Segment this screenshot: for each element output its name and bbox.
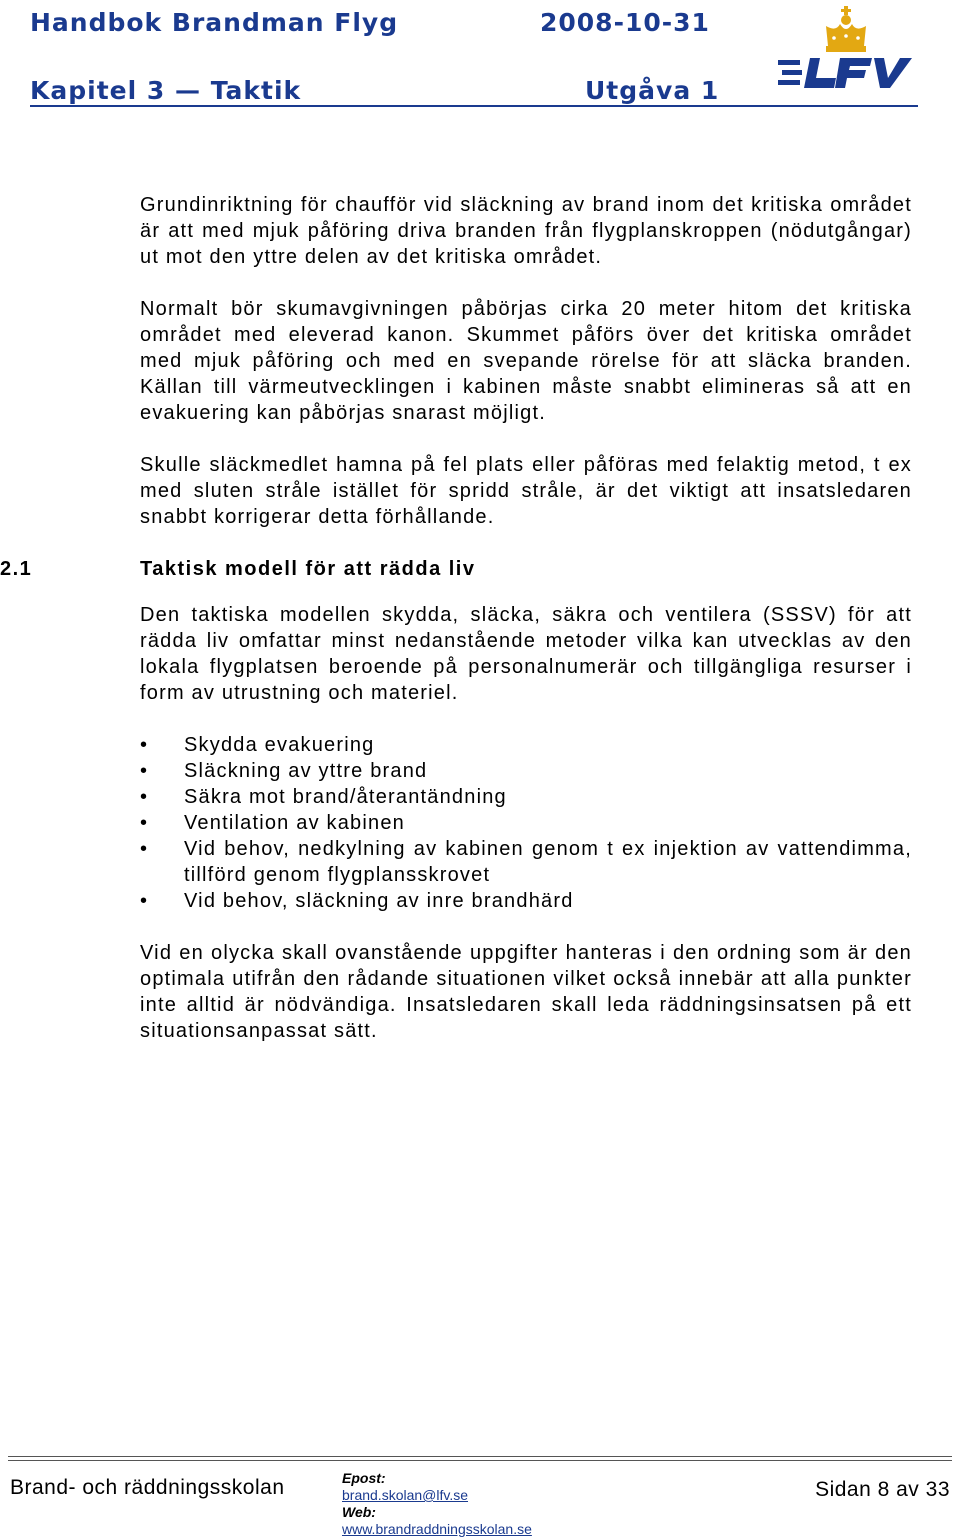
page-number: Sidan 8 av 33: [815, 1478, 950, 1501]
footer-contact: [342, 1470, 532, 1538]
section-intro: Den taktiska modellen skydda, släcka, säkra och ventilera (SSSV) för att rädda liv omfattar minst nedanstående metoder vilka kan utvecklas av den lokala flygplatsen beroende på personalnumerär och tillgängliga resurser i form av utrustning och materiel.: [140, 604, 912, 704]
list-item: • Ventilation av kabinen: [140, 812, 405, 834]
web-link[interactable]: www.brandraddningsskolan.se: [342, 1521, 532, 1537]
lfv-logo: [776, 4, 916, 100]
lfv-crown-logo-icon: [776, 4, 916, 100]
bullet-icon: •: [140, 760, 149, 782]
paragraph-intro-1: Grundinriktning för chaufför vid släckning av brand inom det kritiska området är att med mjuk påföring driva branden från flygplanskroppen (nödutgångar) ut mot den yttre delen av det kritiska området.: [140, 194, 912, 268]
web-label: Web:: [342, 1504, 376, 1520]
paragraph-intro-3: Skulle släckmedlet hamna på fel plats eller påföras med felaktig metod, t ex med sluten stråle istället för spridd stråle, är det viktigt att insatsledaren snabbt korrigerar detta förhållande.: [140, 454, 912, 528]
header-rule: [30, 105, 918, 107]
email-link[interactable]: brand.skolan@lfv.se: [342, 1487, 469, 1503]
bullet-icon: •: [140, 838, 149, 860]
bullet-icon: •: [140, 890, 149, 912]
list-item: • Vid behov, nedkylning av kabinen genom t ex injektion av vattendimma, tillförd genom flygplansskrovet: [140, 838, 912, 886]
bullet-icon: •: [140, 812, 149, 834]
list-item: • Vid behov, släckning av inre brandhärd: [140, 890, 574, 912]
footer-rule: [8, 1456, 952, 1461]
list-item: • Skydda evakuering: [140, 734, 375, 756]
section-body: [140, 602, 912, 1070]
list-item: • Släckning av yttre brand: [140, 760, 428, 782]
document-title: Handbok Brandman Flyg: [30, 8, 399, 37]
page-header: [30, 0, 920, 110]
section-heading: [0, 558, 475, 581]
footer-school-name: Brand- och räddningsskolan: [10, 1476, 285, 1499]
bullet-icon: •: [140, 786, 149, 808]
closing-paragraph: Vid en olycka skall ovanstående uppgifter hanteras i den ordning som är den optimala utifrån den rådande situationen vilket också innebär att alla punkter inte alltid är nödvändiga. Insatsledaren skall leda räddningsinsatsen på ett situationsanpassat sätt.: [140, 942, 912, 1042]
section-title: Taktisk modell för att rädda liv: [140, 558, 476, 580]
list-item: • Säkra mot brand/återantändning: [140, 786, 507, 808]
chapter-title: Kapitel 3 — Taktik: [30, 76, 302, 105]
document-date: 2008-10-31: [540, 8, 710, 37]
paragraph-intro-2: Normalt bör skumavgivningen påbörjas cirka 20 meter hitom det kritiska området med eleverad kanon. Skummet påförs över det kritiska området med mjuk påföring och med en svepande rörelse för att släcka branden. Källan till värmeutvecklingen i kabinen måste snabbt elimineras så att en evakuering kan påbörjas snarast möjligt.: [140, 298, 912, 424]
edition-label: Utgåva 1: [585, 76, 720, 105]
section-number: 2.1: [0, 558, 33, 580]
method-list: [140, 732, 912, 914]
email-label: Epost:: [342, 1470, 386, 1486]
bullet-icon: •: [140, 734, 149, 756]
page-body: [140, 192, 912, 556]
